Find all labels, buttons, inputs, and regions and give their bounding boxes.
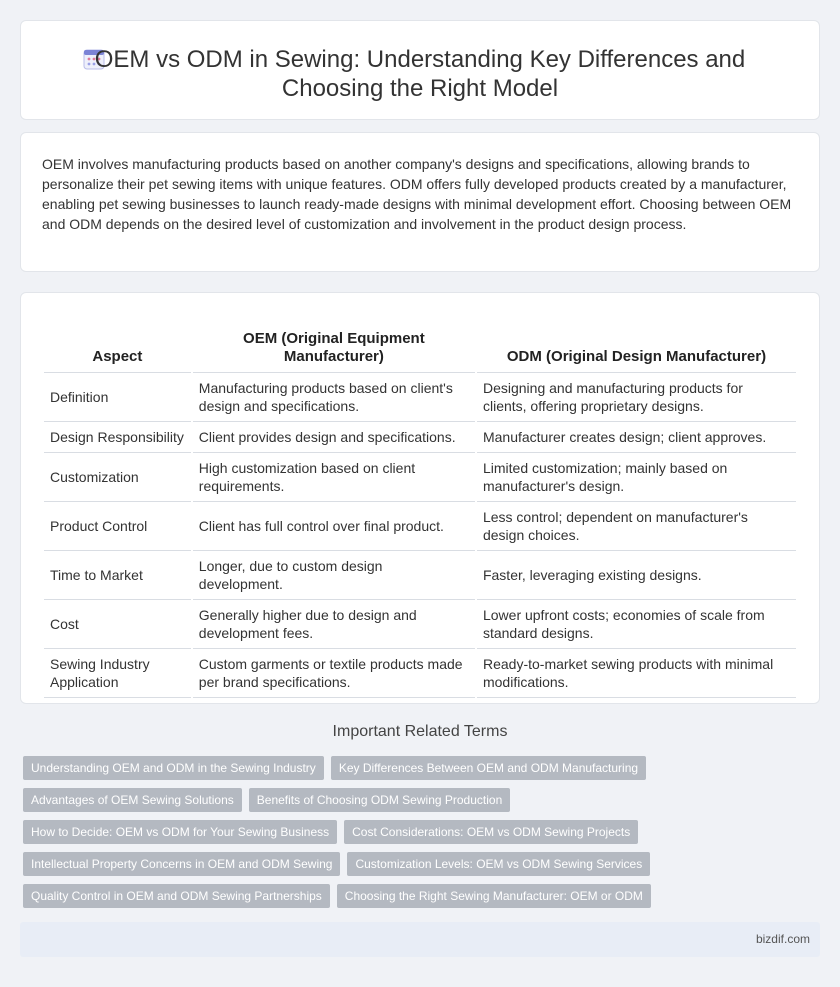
table-row <box>44 452 796 501</box>
related-term-tag[interactable]: Key Differences Between OEM and ODM Manufacturing <box>331 756 646 780</box>
header-odm: ODM (Original Design Manufacturer) <box>506 348 767 365</box>
table-row <box>44 648 796 698</box>
tag-row <box>23 820 823 844</box>
related-term-tag[interactable]: Benefits of Choosing ODM Sewing Production <box>249 788 510 812</box>
page-title-line-1: OEM vs ODM in Sewing: Understanding Key Differences and <box>94 46 746 73</box>
cell-oem: Generally higher due to design and development fees. <box>193 599 475 648</box>
comparison-table-card <box>20 292 820 704</box>
header-aspect: Aspect <box>92 348 143 365</box>
cell-aspect: Time to Market <box>44 550 191 599</box>
related-term-tag[interactable]: Intellectual Property Concerns in OEM and ODM Sewing <box>23 852 340 876</box>
tag-row <box>23 852 823 876</box>
cell-aspect: Definition <box>44 372 191 421</box>
table-header-row <box>44 309 796 372</box>
cell-odm: Less control; dependent on manufacturer's design choices. <box>477 501 796 550</box>
cell-aspect: Product Control <box>44 501 191 550</box>
cell-odm: Manufacturer creates design; client approves. <box>477 421 796 452</box>
cell-aspect: Design Responsibility <box>44 421 191 452</box>
table-row <box>44 501 796 550</box>
related-term-tag[interactable]: Advantages of OEM Sewing Solutions <box>23 788 242 812</box>
cell-odm: Ready-to-market sewing products with minimal modifications. <box>477 648 796 698</box>
related-term-tag[interactable]: Choosing the Right Sewing Manufacturer: OEM or ODM <box>337 884 651 908</box>
cell-aspect: Cost <box>44 599 191 648</box>
cell-odm: Limited customization; mainly based on manufacturer's design. <box>477 452 796 501</box>
intro-card <box>20 132 820 272</box>
table-row <box>44 421 796 452</box>
cell-oem: Manufacturing products based on client's design and specifications. <box>193 372 475 421</box>
tag-row <box>23 788 823 812</box>
header-card <box>20 20 820 120</box>
related-term-tag[interactable]: Quality Control in OEM and ODM Sewing Partnerships <box>23 884 330 908</box>
footer-bar <box>20 922 820 957</box>
cell-odm: Lower upfront costs; economies of scale from standard designs. <box>477 599 796 648</box>
comparison-table <box>42 309 798 698</box>
footer-site-link[interactable]: bizdif.com <box>755 932 810 946</box>
cell-aspect: Customization <box>44 452 191 501</box>
related-terms-title: Important Related Terms <box>332 723 508 740</box>
related-term-tag[interactable]: How to Decide: OEM vs ODM for Your Sewing Business <box>23 820 337 844</box>
cell-oem: Custom garments or textile products made per brand specifications. <box>193 648 475 698</box>
cell-aspect: Sewing Industry Application <box>44 648 191 698</box>
related-terms-tags <box>23 756 823 916</box>
cell-oem: Client provides design and specifications. <box>193 421 475 452</box>
cell-odm: Faster, leveraging existing designs. <box>477 550 796 599</box>
cell-oem: High customization based on client requirements. <box>193 452 475 501</box>
table-row <box>44 550 796 599</box>
tag-row <box>23 756 823 780</box>
page-title <box>21 45 819 103</box>
cell-oem: Client has full control over final product. <box>193 501 475 550</box>
cell-oem: Longer, due to custom design development. <box>193 550 475 599</box>
related-term-tag[interactable]: Cost Considerations: OEM vs ODM Sewing Projects <box>344 820 638 844</box>
related-term-tag[interactable]: Understanding OEM and ODM in the Sewing Industry <box>23 756 324 780</box>
table-row <box>44 372 796 421</box>
page-title-line-2: Choosing the Right Model <box>281 75 559 102</box>
header-oem: OEM (Original Equipment Manufacturer) <box>243 330 425 365</box>
related-term-tag[interactable]: Customization Levels: OEM vs ODM Sewing Services <box>347 852 650 876</box>
table-row <box>44 599 796 648</box>
intro-paragraph: OEM involves manufacturing products based on another company's designs and specifications, allowing brands to personalize their pet sewing items with unique features. ODM offers fully developed products created by a manufacturer, enabling pet sewing businesses to launch ready-made designs with minimal development effort. Choosing between OEM and ODM depends on the desired level of customization and involvement in the product design process. <box>42 156 792 232</box>
cell-odm: Designing and manufacturing products for clients, offering proprietary designs. <box>477 372 796 421</box>
tag-row <box>23 884 823 908</box>
